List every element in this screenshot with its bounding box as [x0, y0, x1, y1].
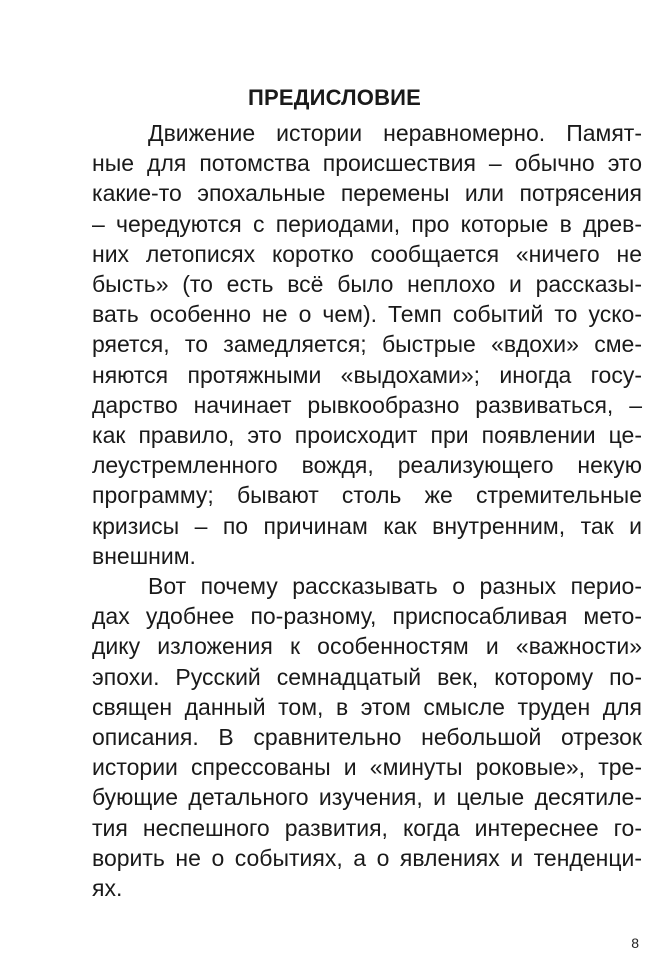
- text-line: как правило, это происходит при появлении це-: [92, 422, 642, 449]
- page-number: 8: [631, 935, 639, 951]
- text-line: ях.: [92, 875, 123, 902]
- text-line: няются протяжными «выдохами»; иногда госу-: [92, 361, 642, 388]
- text-line: ворить не о событиях, а о явлениях и тенденци-: [92, 844, 642, 871]
- text-line: какие-то эпохальные перемены или потрясения: [92, 180, 642, 207]
- paragraph-1: [36, 118, 642, 571]
- text-line: – чередуются с периодами, про которые в древ-: [92, 210, 642, 237]
- text-line: ряется, то замедляется; быстрые «вдохи» сме-: [92, 331, 642, 358]
- text-line: Вот почему рассказывать о разных перио-: [148, 573, 642, 600]
- paragraph-2: [36, 571, 642, 903]
- text-line: Движение истории неравномерно. Памят-: [148, 120, 642, 146]
- text-line: дику изложения к особенностям и «важности»: [92, 633, 642, 660]
- text-line: бующие детального изучения, и целые десятиле-: [92, 784, 642, 811]
- text-line: священ данный том, в этом смысле труден для: [92, 693, 642, 720]
- text-line: кризисы – по причинам как внутренним, так и: [92, 512, 642, 539]
- text-line: истории спрессованы и «минуты роковые», тре-: [92, 754, 642, 781]
- text-line: дарство начинает рывкообразно развиваться, –: [92, 391, 642, 418]
- text-line: вать особенно не о чем). Темп событий то уско-: [92, 301, 642, 328]
- text-line: описания. В сравнительно небольшой отрезок: [92, 724, 642, 751]
- text-line: тия неспешного развития, когда интереснее го-: [92, 814, 642, 841]
- body-text: [36, 118, 642, 903]
- text-line: внешним.: [92, 542, 196, 569]
- text-line: них летописях коротко сообщается «ничего не: [92, 240, 642, 267]
- text-line: бысть» (то есть всё было неплохо и рассказы-: [92, 271, 642, 298]
- text-line: леустремленного вождя, реализующего некую: [92, 452, 642, 479]
- page-title: ПРЕДИСЛОВИЕ: [247, 85, 422, 110]
- text-line: эпохи. Русский семнадцатый век, которому по-: [92, 663, 642, 690]
- text-line: ные для потомства происшествия – обычно это: [92, 150, 642, 177]
- text-line: дах удобнее по-разному, приспосабливая мето-: [92, 603, 642, 630]
- text-line: программу; бывают столь же стремительные: [92, 482, 642, 509]
